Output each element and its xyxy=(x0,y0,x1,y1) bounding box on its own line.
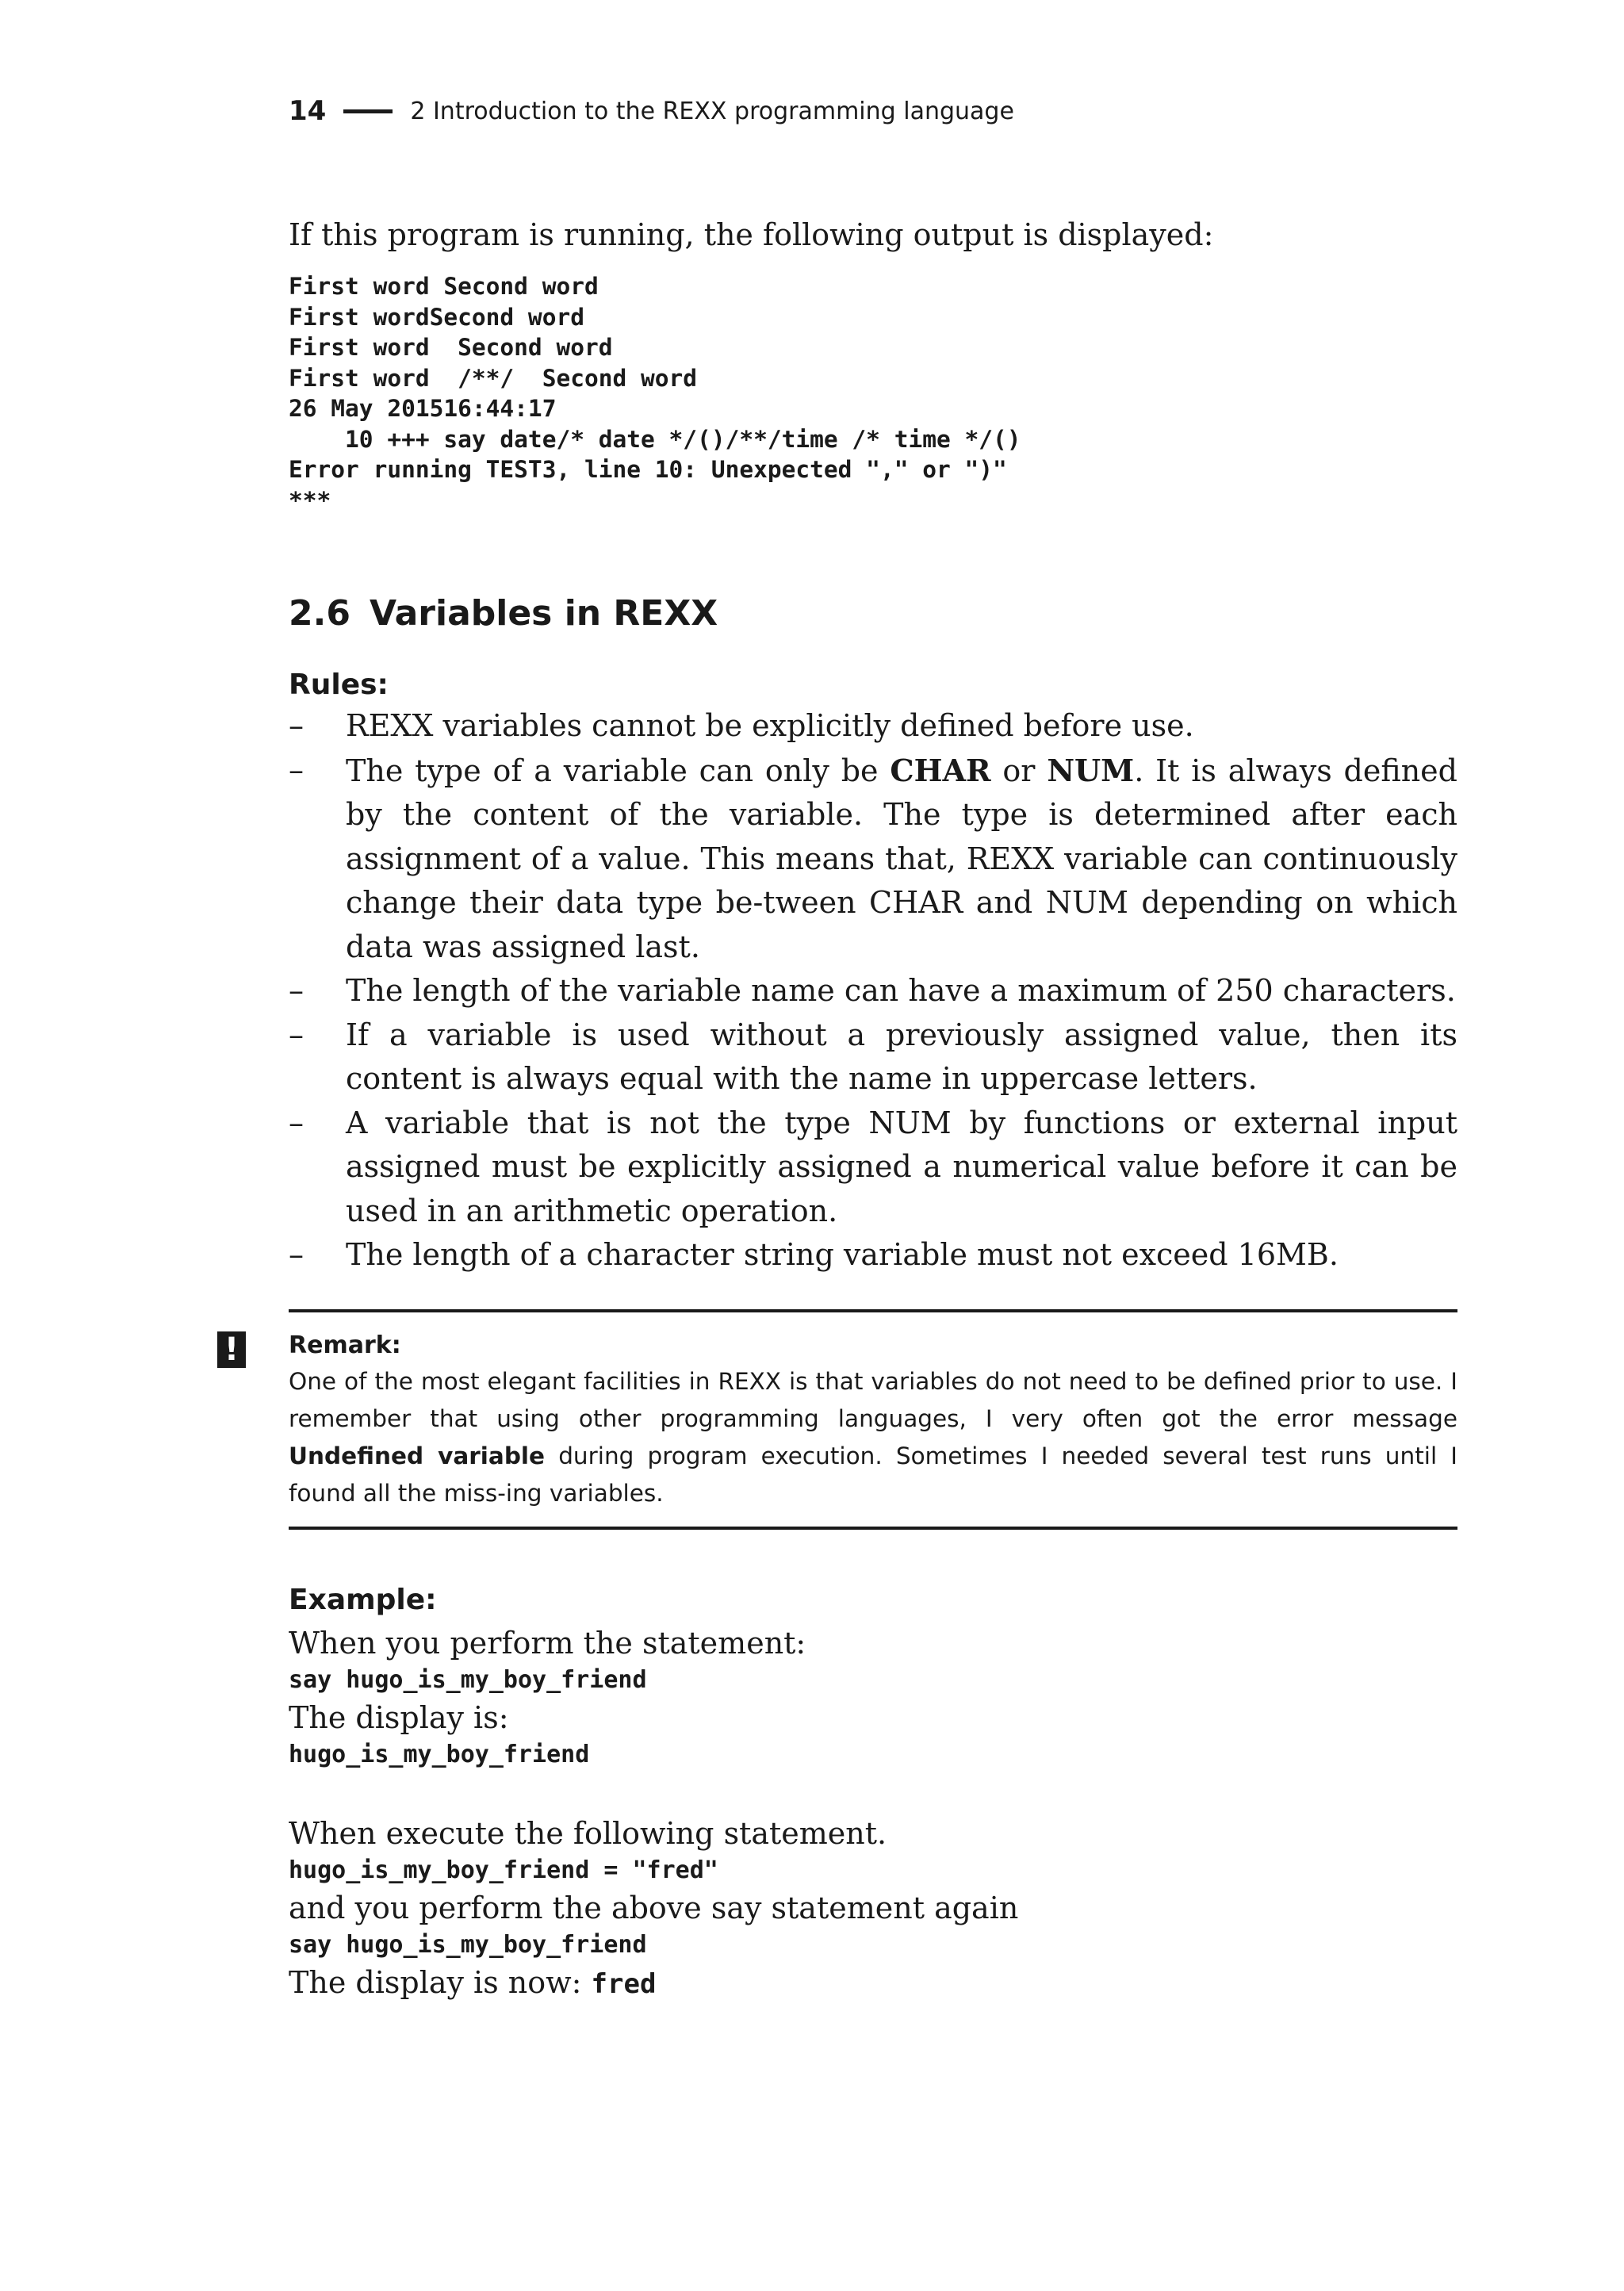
remark-text-part: during program execution. Sometimes I needed several test runs until I found all the miss-ing variables. xyxy=(289,1442,1457,1507)
list-item xyxy=(289,969,1457,1013)
list-dash: – xyxy=(289,1017,304,1052)
chapter-title: 2 Introduction to the REXX programming language xyxy=(410,97,1014,125)
remark-title: Remark: xyxy=(289,1331,401,1359)
page-number: 14 xyxy=(289,95,327,127)
rule-text: If a variable is used without a previously assigned value, then its content is always equal with the name in uppercase letters. xyxy=(346,1017,1457,1096)
main-content xyxy=(224,213,1457,2006)
rules-heading: Rules: xyxy=(289,669,389,701)
remark-text-part: One of the most elegant facilities in REXX is that variables do not need to be defined prior to use. I remember that using other programming languages, I very often got the error message xyxy=(289,1367,1457,1432)
section-number: 2.6 xyxy=(289,593,350,634)
example-text: and you perform the above say statement again xyxy=(289,1890,1019,1925)
running-header xyxy=(289,87,1014,135)
list-dash: – xyxy=(289,752,304,787)
intro-paragraph: If this program is running, the following output is displayed: xyxy=(289,217,1214,252)
section-title: Variables in REXX xyxy=(369,593,718,634)
remark-text xyxy=(289,1363,1457,1512)
list-item xyxy=(289,1013,1457,1101)
list-dash: – xyxy=(289,708,304,743)
keyword-num: NUM xyxy=(1047,752,1135,788)
rule-text: REXX variables cannot be explicitly defined before use. xyxy=(346,708,1194,743)
rule-text: A variable that is not the type NUM by functions or external input assigned must be explicitly assigned a numerical value before it can be used in an arithmetic operation. xyxy=(346,1105,1457,1228)
rule-text: The type of a variable can only be xyxy=(346,753,891,788)
code-line: First word Second word xyxy=(289,273,599,300)
code-line: First wordSecond word xyxy=(289,303,584,331)
exclamation-icon: ! xyxy=(217,1331,246,1368)
example-text xyxy=(289,1960,1457,2006)
list-dash: – xyxy=(289,1105,304,1140)
code-line: First word Second word xyxy=(289,334,613,361)
example-code: say hugo_is_my_boy_friend xyxy=(289,1930,647,1959)
example-text: When you perform the statement: xyxy=(289,1625,806,1661)
example-heading: Example: xyxy=(289,1583,437,1616)
list-item xyxy=(289,704,1457,749)
example-code: say hugo_is_my_boy_friend xyxy=(289,1665,647,1694)
list-item xyxy=(289,1101,1457,1234)
rule-text: The length of a character string variable must not exceed 16MB. xyxy=(346,1237,1339,1272)
list-dash: – xyxy=(289,1237,304,1272)
code-line: First word /**/ Second word xyxy=(289,364,698,392)
code-line: 10 +++ say date/* date */()/**/time /* time */() xyxy=(289,425,1021,453)
code-line: *** xyxy=(289,486,331,514)
example-text: When execute the following statement. xyxy=(289,1815,887,1851)
remark-box xyxy=(224,1309,1457,1530)
example-inline-code: fred xyxy=(591,1967,657,2000)
example-block xyxy=(289,1621,1457,2006)
output-code-block xyxy=(289,271,1457,515)
rule-text: The length of the variable name can have a maximum of 250 characters. xyxy=(346,973,1456,1008)
rule-text: . It is always defined by the content of the variable. The type is determined after each assignment of a value. This means that, REXX variable can continuously change their data type be-tween CHAR and NUM depending on which data was assigned last. xyxy=(346,753,1457,964)
list-item xyxy=(289,1233,1457,1278)
code-line: 26 May 201516:44:17 xyxy=(289,395,557,422)
list-dash: – xyxy=(289,973,304,1008)
keyword-char: CHAR xyxy=(890,752,991,788)
list-item xyxy=(289,749,1457,970)
example-code: hugo_is_my_boy_friend = "fred" xyxy=(289,1856,718,1884)
section-heading xyxy=(289,593,1457,634)
remark-bold-term: Undefined variable xyxy=(289,1442,546,1469)
rule-text: or xyxy=(990,753,1048,788)
rules-list xyxy=(289,704,1457,1278)
example-code: hugo_is_my_boy_friend xyxy=(289,1740,590,1768)
example-text-part: The display is now: xyxy=(289,1964,592,2000)
header-rule xyxy=(343,109,393,113)
code-line: Error running TEST3, line 10: Unexpected "," or ")" xyxy=(289,456,1007,483)
example-text: The display is: xyxy=(289,1699,509,1735)
